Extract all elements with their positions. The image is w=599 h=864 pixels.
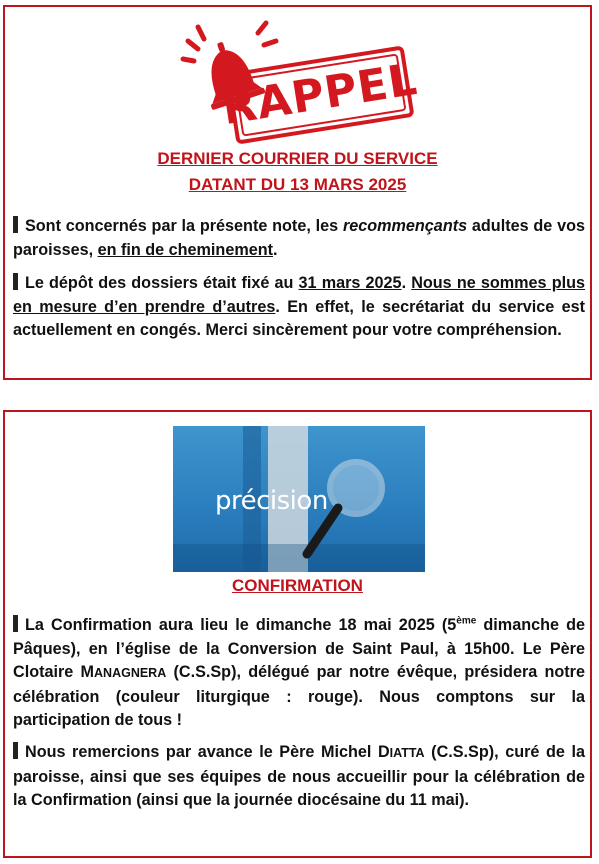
notice-title-line-1: DERNIER COURRIER DU SERVICE	[157, 149, 438, 168]
confirmation-paragraph-2: Nous remercions par avance le Père Michel DIATTA (C.S.Sp), curé de la paroisse, ainsi que ses équipes de nous accueillir pour la célébration de la Confirmation (ainsi que la journée diocésaine du 11 mai).	[13, 743, 585, 809]
paragraph-marker	[13, 273, 18, 290]
image-caption-word: précision	[215, 486, 328, 516]
notice-paragraph-2: Le dépôt des dossiers était fixé au 31 mars 2025. Nous ne sommes plus en mesure d’en prendre d’autres. En effet, le secrétariat du service est actuellement en congés. Merci sincèrement pour votre compréhension.	[13, 274, 585, 339]
rappel-stamp	[180, 19, 420, 139]
confirmation-paragraph-1: La Confirmation aura lieu le dimanche 18 mai 2025 (5ème dimanche de Pâques), en l’église de la Conversion de Saint Paul, à 15h00. Le Père Clotaire MANAGNERA (C.S.Sp), délégué par notre évêque, présidera notre célébration (couleur liturgique : rouge). Nous comptons sur la participation de tous !	[13, 615, 586, 729]
reminder-notice-box	[3, 5, 592, 380]
precision-image	[173, 426, 425, 572]
notice-paragraph-1: Sont concernés par la présente note, les recommençants adultes de vos paroisses, en fin de cheminement.	[13, 217, 585, 259]
paragraph-marker	[13, 615, 18, 632]
notice-title-line-2: DATANT DU 13 MARS 2025	[188, 175, 407, 194]
confirmation-title: CONFIRMATION	[232, 576, 363, 595]
paragraph-marker	[13, 742, 18, 759]
confirmation-box	[3, 410, 592, 858]
paragraph-marker	[13, 216, 18, 233]
stamp-label: RAPPEL	[218, 53, 421, 136]
